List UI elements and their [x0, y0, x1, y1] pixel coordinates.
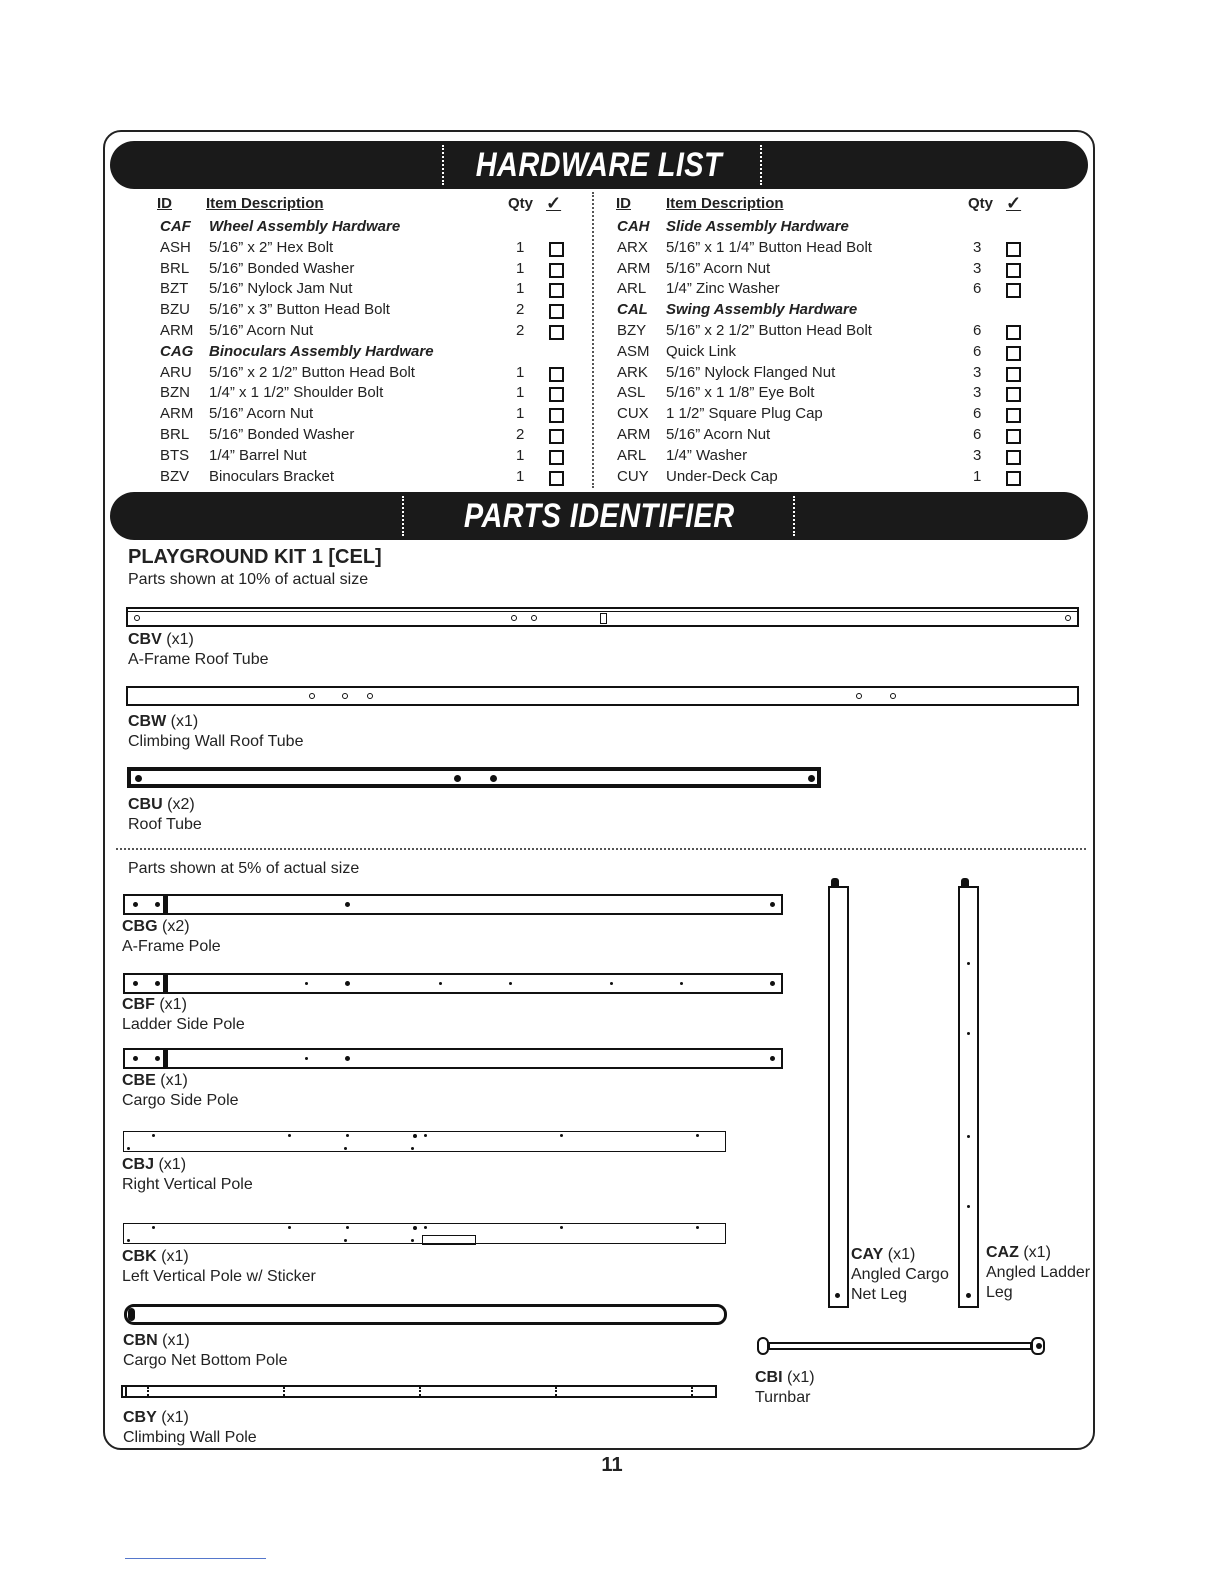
hardware-row	[617, 259, 1037, 280]
column-divider	[592, 192, 594, 488]
part-name: Cargo Side Pole	[122, 1092, 239, 1109]
cbg-label	[122, 917, 221, 957]
hardware-id: BZY	[617, 322, 647, 339]
hardware-id: BTS	[160, 446, 190, 464]
cbw-part-drawing	[126, 686, 1079, 706]
cbe-label	[122, 1071, 239, 1111]
part-name: Roof Tube	[128, 816, 202, 833]
cbf-label	[122, 995, 245, 1035]
hardware-qty: 1	[516, 363, 525, 381]
hardware-row	[617, 446, 1037, 467]
hardware-list-banner	[110, 141, 1088, 189]
hardware-id: ARM	[617, 259, 651, 277]
cbi-label	[755, 1368, 815, 1408]
checklist-checkbox[interactable]	[549, 263, 564, 278]
hardware-qty: 3	[973, 363, 982, 381]
part-code: CBI	[755, 1369, 783, 1386]
hardware-qty: 6	[973, 426, 982, 443]
part-name: A-Frame Pole	[122, 938, 221, 955]
hardware-qty: 3	[973, 259, 982, 277]
hardware-category-row	[160, 217, 580, 238]
checklist-checkbox[interactable]	[549, 450, 564, 465]
checklist-checkbox[interactable]	[1006, 325, 1021, 340]
hardware-description: 5/16” Acorn Nut	[666, 426, 771, 443]
part-code: CBU	[128, 796, 163, 813]
part-code: CBW	[128, 713, 167, 730]
part-code: CAY	[851, 1246, 884, 1263]
hardware-id: ARM	[160, 405, 194, 423]
hardware-description: 5/16” x 2 1/2” Button Head Bolt	[666, 322, 872, 339]
hardware-row	[160, 300, 580, 321]
hardware-id: CAF	[160, 218, 191, 235]
checklist-checkbox[interactable]	[1006, 242, 1021, 257]
header-check: ✓	[1006, 193, 1022, 213]
cbj-part-drawing	[123, 1131, 726, 1152]
hardware-qty: 3	[973, 384, 982, 402]
part-count: (x2)	[167, 796, 195, 813]
hardware-row	[617, 279, 1037, 300]
part-count: (x1)	[158, 1156, 187, 1173]
cbf-part-drawing	[123, 973, 783, 994]
hardware-description: 5/16” Acorn Nut	[209, 405, 314, 423]
checklist-checkbox[interactable]	[549, 408, 564, 423]
part-name: Turnbar	[755, 1389, 811, 1406]
checklist-checkbox[interactable]	[549, 325, 564, 340]
checklist-checkbox[interactable]	[1006, 408, 1021, 423]
header-id: ID	[616, 195, 631, 212]
part-code: CAZ	[986, 1244, 1019, 1261]
checklist-checkbox[interactable]	[549, 387, 564, 402]
part-code: CBY	[123, 1409, 157, 1426]
part-name-line-1: Angled Ladder	[986, 1264, 1091, 1281]
hardware-qty: 1	[516, 280, 525, 298]
header-check: ✓	[546, 193, 562, 213]
hardware-description: 5/16” Bonded Washer	[209, 426, 355, 443]
hardware-id: CAH	[617, 218, 650, 235]
hardware-description: 5/16” x 2 1/2” Button Head Bolt	[209, 363, 415, 381]
cbn-part-drawing	[124, 1304, 727, 1325]
hardware-id: CUY	[617, 467, 649, 485]
part-code: CBV	[128, 631, 162, 648]
hardware-description: 5/16” Acorn Nut	[666, 259, 771, 277]
hardware-qty: 2	[516, 322, 525, 339]
part-name: Left Vertical Pole w/ Sticker	[122, 1268, 316, 1285]
hardware-row	[160, 238, 580, 259]
hardware-qty: 1	[516, 467, 525, 485]
hardware-category-row	[160, 342, 580, 363]
hardware-row	[160, 279, 580, 300]
hardware-row	[160, 383, 580, 404]
part-count: (x1)	[787, 1369, 815, 1386]
checklist-checkbox[interactable]	[549, 242, 564, 257]
parts-identifier-title: PARTS IDENTIFIER	[463, 496, 735, 535]
checklist-checkbox[interactable]	[1006, 429, 1021, 444]
checklist-checkbox[interactable]	[549, 367, 564, 382]
part-name: Right Vertical Pole	[122, 1176, 253, 1193]
hardware-row	[160, 321, 580, 342]
hardware-description: Binoculars Bracket	[209, 467, 335, 485]
hardware-row	[617, 467, 1037, 488]
cbg-part-drawing	[123, 894, 783, 915]
part-count: (x1)	[160, 1072, 188, 1089]
part-count: (x1)	[159, 996, 187, 1013]
part-count: (x1)	[161, 1409, 189, 1426]
cbj-label	[122, 1155, 253, 1195]
part-code: CBJ	[122, 1156, 155, 1173]
hardware-description: 5/16” Nylock Jam Nut	[209, 280, 353, 298]
hardware-description: Wheel Assembly Hardware	[209, 218, 401, 235]
part-name: Cargo Net Bottom Pole	[123, 1352, 288, 1369]
hardware-description: 5/16” x 2” Hex Bolt	[209, 238, 334, 256]
hardware-row	[160, 425, 580, 446]
hardware-description: 5/16” x 3” Button Head Bolt	[209, 301, 390, 319]
hardware-description: 1/4” Barrel Nut	[209, 446, 307, 464]
hardware-id: BZV	[160, 467, 190, 485]
hardware-description: 1/4” Washer	[666, 446, 748, 464]
hardware-description: Under-Deck Cap	[666, 467, 778, 485]
part-count: (x1)	[170, 713, 199, 730]
checklist-checkbox[interactable]	[1006, 367, 1021, 382]
hardware-description: 5/16” Bonded Washer	[209, 259, 355, 277]
part-name-line-1: Angled Cargo	[851, 1266, 949, 1283]
hardware-row	[617, 342, 1037, 363]
part-count: (x1)	[887, 1246, 916, 1263]
hardware-description: Swing Assembly Hardware	[666, 301, 858, 319]
hardware-description: 5/16” Acorn Nut	[209, 322, 314, 339]
checklist-checkbox[interactable]	[549, 471, 564, 486]
hardware-qty: 1	[973, 467, 982, 485]
section-divider	[116, 848, 1086, 850]
checklist-checkbox[interactable]	[1006, 450, 1021, 465]
hardware-description: 1/4” Zinc Washer	[666, 280, 780, 298]
hardware-qty: 1	[516, 446, 525, 464]
part-name-line-2: Net Leg	[851, 1286, 908, 1303]
part-count: (x1)	[161, 1248, 189, 1265]
hardware-row	[617, 238, 1037, 259]
part-code: CBG	[122, 918, 158, 935]
checklist-checkbox[interactable]	[549, 304, 564, 319]
hardware-description: Binoculars Assembly Hardware	[209, 342, 434, 360]
hardware-qty: 2	[516, 426, 525, 443]
hardware-id: ASL	[617, 384, 646, 402]
hardware-description: 5/16” x 1 1/8” Eye Bolt	[666, 384, 815, 402]
hardware-id: CUX	[617, 405, 649, 423]
hardware-id: BZT	[160, 280, 189, 298]
hardware-row	[617, 383, 1037, 404]
hardware-row	[617, 425, 1037, 446]
header-id: ID	[157, 195, 172, 212]
part-count: (x1)	[1023, 1244, 1051, 1261]
hardware-row	[160, 446, 580, 467]
part-code: CBF	[122, 996, 155, 1013]
part-name: A-Frame Roof Tube	[128, 651, 269, 668]
hardware-qty: 3	[973, 446, 982, 464]
hardware-description: Quick Link	[666, 342, 737, 360]
hardware-id: BZN	[160, 384, 190, 402]
part-code: CBK	[122, 1248, 157, 1265]
hardware-category-row	[617, 217, 1037, 238]
sticker-outline	[422, 1235, 476, 1245]
footer-link-underline	[125, 1558, 266, 1559]
hardware-id: ARM	[617, 426, 651, 443]
checklist-checkbox[interactable]	[549, 429, 564, 444]
hardware-qty: 6	[973, 322, 982, 339]
part-count: (x2)	[162, 918, 190, 935]
header-qty: Qty	[508, 195, 534, 212]
hardware-qty: 1	[516, 259, 525, 277]
part-code: CBE	[122, 1072, 156, 1089]
hardware-row	[160, 363, 580, 384]
part-name-line-2: Leg	[986, 1284, 1013, 1301]
hardware-description: 5/16” x 1 1/4” Button Head Bolt	[666, 238, 872, 256]
cbv-label	[128, 630, 269, 670]
hardware-row	[160, 259, 580, 280]
part-count: (x1)	[166, 631, 194, 648]
hardware-qty: 6	[973, 342, 982, 360]
hardware-id: ARL	[617, 446, 647, 464]
hardware-description: 1/4” x 1 1/2” Shoulder Bolt	[209, 384, 384, 402]
hardware-id: ARK	[617, 363, 648, 381]
hardware-id: ARU	[160, 363, 192, 381]
checklist-checkbox[interactable]	[549, 283, 564, 298]
hardware-id: BZU	[160, 301, 190, 319]
part-name: Ladder Side Pole	[122, 1016, 245, 1033]
hardware-id: BRL	[160, 426, 190, 443]
header-description: Item Description	[666, 195, 784, 212]
part-code: CBN	[123, 1332, 158, 1349]
header-qty: Qty	[968, 195, 994, 212]
hardware-row	[617, 321, 1037, 342]
checklist-checkbox[interactable]	[1006, 387, 1021, 402]
hardware-row	[160, 467, 580, 488]
parts-identifier-banner	[110, 492, 1088, 540]
hardware-row	[617, 363, 1037, 384]
kit-title: PLAYGROUND KIT 1 [CEL]	[128, 546, 382, 568]
part-name: Climbing Wall Roof Tube	[128, 733, 304, 750]
hardware-id: CAG	[160, 342, 194, 360]
hardware-id: ARX	[617, 238, 648, 256]
page-number: 11	[601, 1454, 623, 1476]
scale-note-10: Parts shown at 10% of actual size	[128, 571, 369, 588]
cbv-part-drawing	[126, 607, 1079, 627]
hardware-row	[160, 404, 580, 425]
hardware-qty: 6	[973, 405, 982, 423]
cbw-label	[128, 712, 303, 752]
hardware-qty: 2	[516, 301, 525, 319]
hardware-description: Slide Assembly Hardware	[666, 218, 849, 235]
checklist-checkbox[interactable]	[1006, 471, 1021, 486]
hardware-id: ASH	[160, 238, 191, 256]
caz-label	[986, 1243, 1090, 1303]
scale-note-5: Parts shown at 5% of actual size	[128, 860, 360, 877]
part-count: (x1)	[162, 1332, 190, 1349]
cby-label	[123, 1408, 257, 1448]
hardware-qty: 1	[516, 238, 525, 256]
cbu-label	[128, 795, 202, 835]
hardware-qty: 3	[973, 238, 982, 256]
hardware-id: BRL	[160, 259, 190, 277]
cay-label	[851, 1245, 949, 1305]
cbe-part-drawing	[123, 1048, 783, 1069]
cbn-label	[123, 1331, 288, 1371]
checklist-checkbox[interactable]	[1006, 346, 1021, 361]
checklist-checkbox[interactable]	[1006, 263, 1021, 278]
hardware-list-title: HARDWARE LIST	[475, 145, 723, 184]
hardware-qty: 1	[516, 405, 525, 423]
hardware-description: 1 1/2” Square Plug Cap	[666, 405, 823, 423]
hardware-id: ARM	[160, 322, 194, 339]
cby-part-drawing	[121, 1385, 717, 1398]
checklist-checkbox[interactable]	[1006, 283, 1021, 298]
part-name: Climbing Wall Pole	[123, 1429, 257, 1446]
header-description: Item Description	[206, 195, 324, 212]
hardware-id: CAL	[617, 301, 648, 319]
cbk-part-drawing	[123, 1223, 726, 1244]
cbu-part-drawing	[127, 767, 821, 788]
hardware-qty: 1	[516, 384, 525, 402]
hardware-id: ARL	[617, 280, 647, 298]
hardware-id: ASM	[617, 342, 650, 360]
hardware-description: 5/16” Nylock Flanged Nut	[666, 363, 836, 381]
hardware-qty: 6	[973, 280, 982, 298]
cbk-label	[122, 1247, 316, 1287]
hardware-row	[617, 404, 1037, 425]
hardware-category-row	[617, 300, 1037, 321]
